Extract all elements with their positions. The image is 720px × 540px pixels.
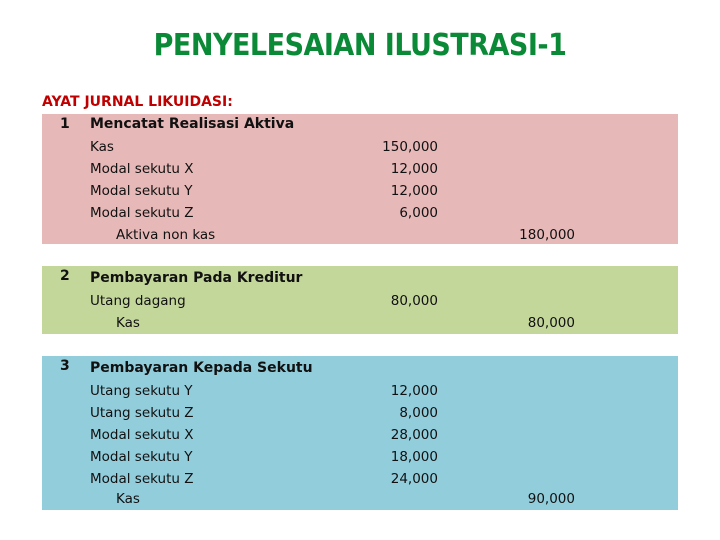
section-number: 1 — [60, 116, 70, 132]
section-title: Mencatat Realisasi Aktiva — [90, 116, 295, 132]
entry-account: Modal sekutu X — [90, 161, 194, 177]
entry-debit: 12,000 — [390, 383, 438, 399]
entry-debit: 6,000 — [399, 205, 438, 221]
journal-section-2 — [42, 266, 678, 334]
entry-account: Modal sekutu Z — [90, 471, 194, 487]
entry-account: Modal sekutu X — [90, 427, 194, 443]
journal-section-3 — [42, 356, 678, 510]
entry-credit: 180,000 — [519, 227, 575, 243]
entry-debit: 24,000 — [390, 471, 438, 487]
section-title: Pembayaran Kepada Sekutu — [90, 360, 313, 376]
entry-credit: 90,000 — [527, 491, 575, 507]
section-number: 2 — [60, 268, 70, 284]
section-heading: AYAT JURNAL LIKUIDASI: — [42, 94, 233, 110]
entry-account: Modal sekutu Z — [90, 205, 194, 221]
journal-section-1 — [42, 114, 678, 244]
entry-credit: 80,000 — [527, 315, 575, 331]
entry-account: Kas — [116, 491, 140, 507]
entry-debit: 80,000 — [390, 293, 438, 309]
section-number: 3 — [60, 358, 70, 374]
entry-account: Kas — [116, 315, 140, 331]
entry-account: Modal sekutu Y — [90, 183, 193, 199]
entry-account: Utang sekutu Y — [90, 383, 193, 399]
page-title: PENYELESAIAN ILUSTRASI-1 — [153, 28, 567, 63]
entry-account: Utang sekutu Z — [90, 405, 194, 421]
entry-debit: 18,000 — [390, 449, 438, 465]
entry-debit: 12,000 — [390, 161, 438, 177]
section-title: Pembayaran Pada Kreditur — [90, 270, 303, 286]
entry-account: Utang dagang — [90, 293, 186, 309]
entry-debit: 28,000 — [390, 427, 438, 443]
entry-debit: 150,000 — [382, 139, 438, 155]
entry-debit: 12,000 — [390, 183, 438, 199]
entry-account: Modal sekutu Y — [90, 449, 193, 465]
entry-account: Kas — [90, 139, 114, 155]
entry-account: Aktiva non kas — [116, 227, 216, 243]
entry-debit: 8,000 — [399, 405, 438, 421]
